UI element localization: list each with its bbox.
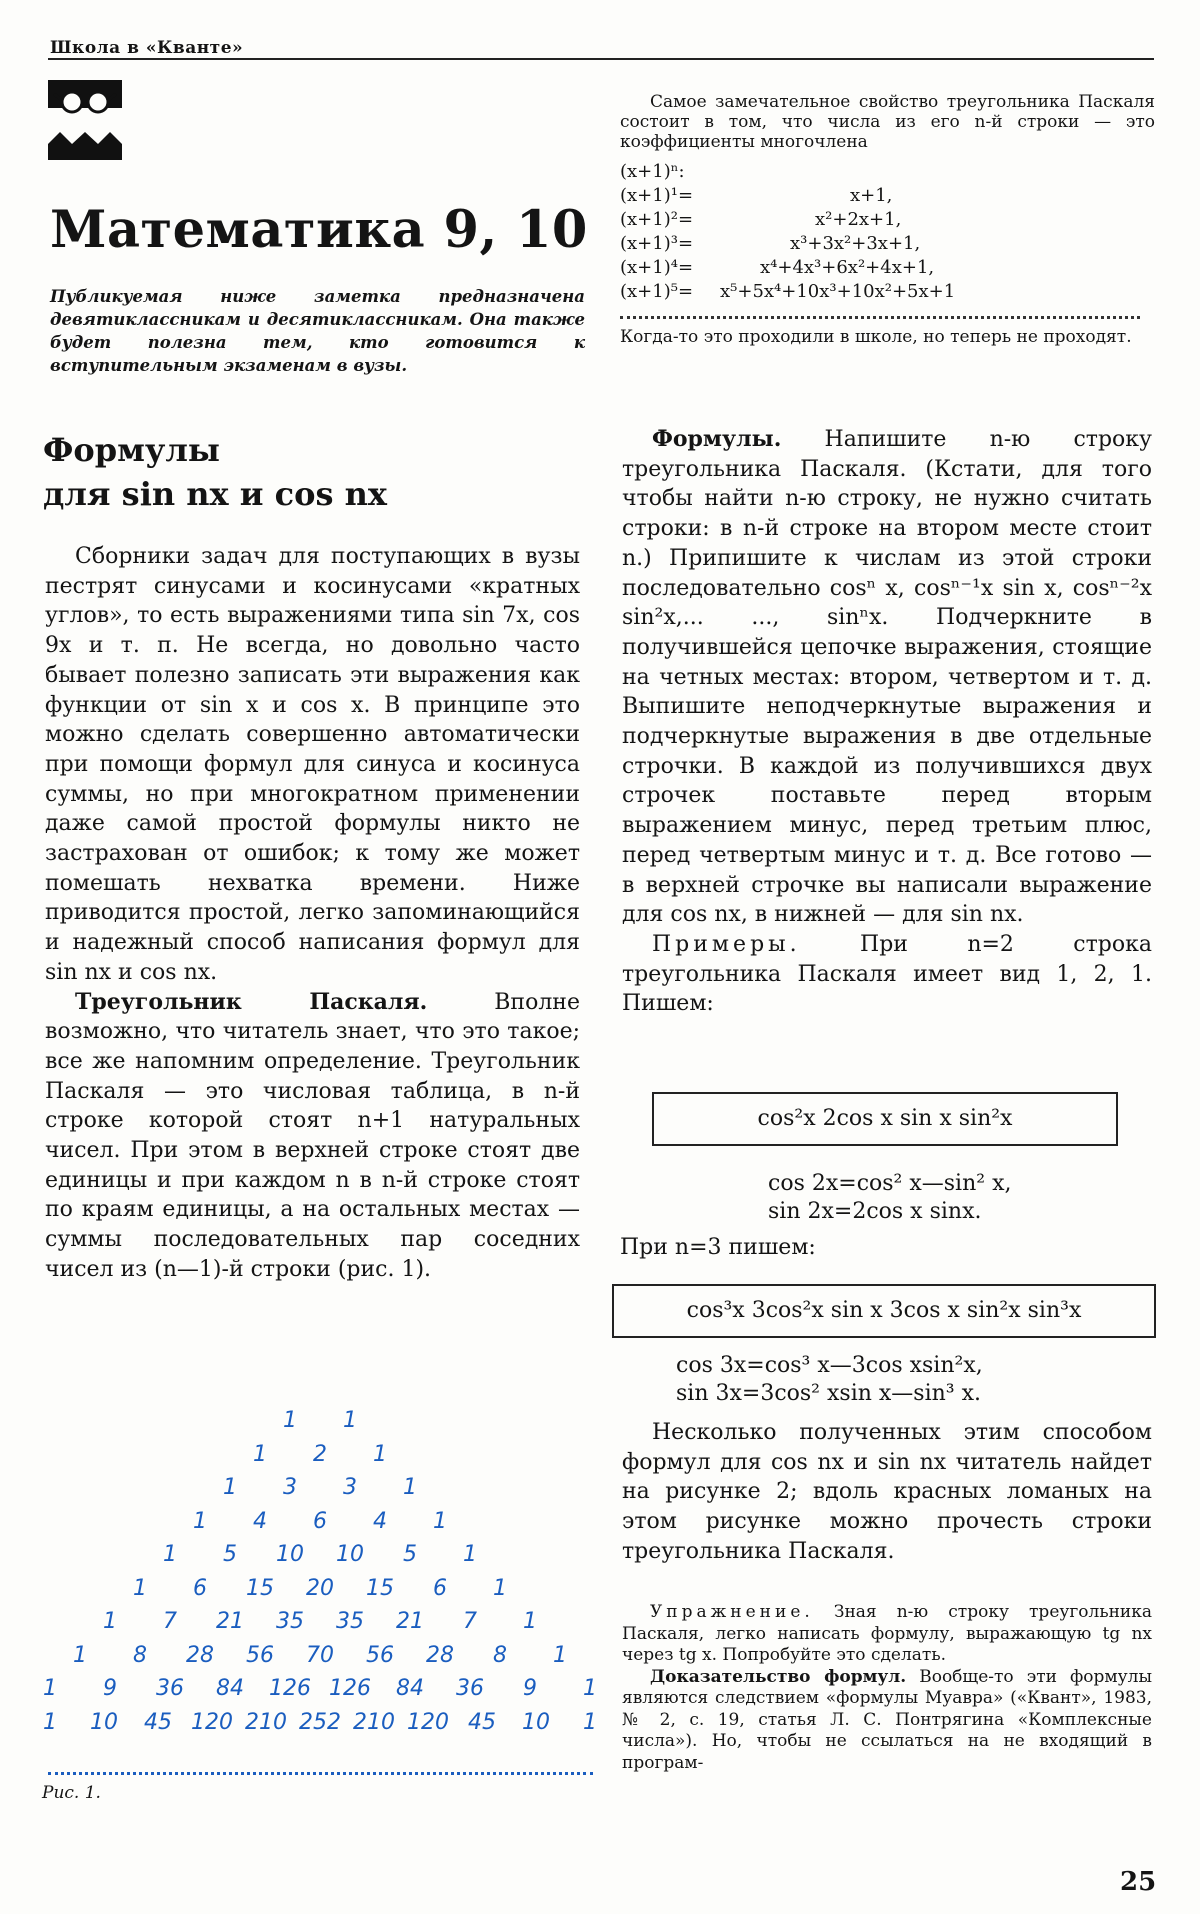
triangle-number: 56 [366,1642,394,1668]
triangle-number: 6 [433,1575,447,1601]
triangle-number: 1 [253,1441,267,1467]
triangle-number: 4 [253,1508,267,1534]
triangle-number: 1 [103,1609,117,1634]
formula-sin2x: sin 2x=2cos x sinx. [768,1199,982,1224]
exercise [622,1602,1152,1667]
triangle-number: 84 [396,1676,424,1701]
triangle-number: 20 [306,1575,334,1601]
triangle-number: 28 [426,1642,454,1668]
binomial-rhs: x⁵+5x⁴+10x³+10x²+5x+1 [720,281,956,302]
binomial-rhs: x+1, [850,185,893,206]
triangle-number: 36 [156,1676,184,1701]
example-box-n2: cos²x 2cos x sin x sin²x [652,1092,1118,1146]
example-box-n3: cos³x 3cos²x sin x 3cos x sin²x sin³x [612,1284,1156,1338]
examples-text: При n=2 строка треугольника Паскаля имеет вид 1, 2, 1. Пишем: [622,931,1152,1017]
triangle-number: 45 [144,1709,172,1735]
triangle-number: 1 [373,1441,387,1467]
pascal-lead: Треугольник Паскаля. [75,988,428,1015]
figure-caption: Рис. 1. [42,1783,101,1803]
triangle-number: 15 [246,1575,274,1601]
article-title-line2: для sin nx и cos nx [43,475,387,513]
formula-cos3x: cos 3x=cos³ x—3cos xsin²x, [676,1353,983,1378]
triangle-number: 210 [245,1709,287,1735]
triangle-number: 1 [583,1709,597,1735]
triangle-number: 10 [336,1542,364,1567]
binomial-row [620,280,1155,304]
triangle-number: 210 [353,1709,395,1735]
triangle-number: 15 [366,1575,394,1601]
paragraph-intro: Сборники задач для поступающих в вузы пестрят синусами и косинусами «кратных углов», то есть выражениями типа sin 7x, cos 9x и т. п. Не всегда, но довольно часто бывает полезно записать эти выражения как функции от sin x и cos x. В принципе это можно сделать совершенно автоматически при помощи формул для синуса и косинуса суммы, но при многократном применении даже самой простой формулы никто не застрахован от ошибок; к тому же может помешать нехватка времени. Ниже приводится простой, легко запоминающийся и надежный способ написания формул для sin nx и cos nx. [45,544,580,985]
triangle-number: 6 [193,1575,207,1601]
triangle-row [48,1475,593,1505]
triangle-number: 4 [373,1508,387,1534]
triangle-number: 9 [103,1676,117,1701]
sidebar-text: Самое замечательное свойство треугольника Паскаля состоит в том, что числа из его n-й строки — это коэффициенты многочлена [620,92,1155,152]
exercise-text: Зная n-ю строку треугольника Паскаля, легко написать формулу, выражающую tg nx через tg x. Попробуйте это сделать. [622,1602,1152,1665]
sidebar-note: Когда-то это проходили в школе, но теперь не проходят. [620,327,1132,347]
binomial-lhs: (x+1)¹= [620,185,694,206]
triangle-number: 1 [133,1575,147,1601]
binomial-rhs: x²+2x+1, [815,209,902,230]
formula-sin3x: sin 3x=3cos² xsin x—sin³ x. [676,1381,982,1406]
formulas-lead: Формулы. [652,426,782,452]
triangle-number: 7 [163,1609,177,1634]
binomial-row [620,256,1155,280]
triangle-number: 35 [336,1609,364,1634]
triangle-number: 120 [407,1709,449,1735]
proof [622,1667,1152,1775]
triangle-number: 1 [43,1676,57,1701]
binomial-powers [620,160,1155,304]
triangle-number: 7 [463,1609,477,1634]
article-title [43,428,387,516]
triangle-number: 10 [522,1709,550,1735]
triangle-number: 1 [493,1575,507,1601]
binomial-rhs: x⁴+4x³+6x²+4x+1, [760,257,935,278]
intro-note: Публикуемая ниже заметка предназначена девятиклассникам и десятиклассникам. Она также будет полезна тем, кто готовится к вступительным экзаменам в вузы. [50,287,585,375]
binomial-lhs: (x+1)³= [620,233,694,254]
glasses-icon [48,80,122,160]
triangle-number: 70 [306,1642,334,1668]
triangle-number: 28 [186,1642,214,1668]
binomial-row [620,208,1155,232]
proof-lead: Доказательство формул. [650,1666,907,1687]
example-n3-label: При n=3 пишем: [620,1235,816,1260]
exercise-lead: Упражнение. [650,1602,814,1622]
triangle-row [48,1509,593,1539]
triangle-number: 10 [276,1542,304,1567]
triangle-number: 126 [269,1676,311,1701]
proof-text: Вообще-то эти формулы являются следствием «формулы Муавра» («Квант», 1983, № 2, с. 19, статья Л. С. Понтрягина «Комплексные числа»). Но, чтобы не ссылаться на не входящий в програм- [622,1666,1152,1773]
formula-cos2x: cos 2x=cos² x—sin² x, [768,1171,1012,1196]
triangle-number: 1 [523,1609,537,1634]
binomial-row [620,232,1155,256]
triangle-number: 8 [133,1642,147,1668]
triangle-number: 2 [313,1441,327,1467]
examples-lead: Примеры. [652,931,801,957]
triangle-number: 1 [403,1475,417,1500]
triangle-number: 5 [403,1542,417,1567]
small-print-block [622,1602,1152,1774]
sidebar-dotted-rule [620,316,1140,319]
triangle-number: 3 [343,1475,357,1500]
triangle-row [48,1643,593,1673]
binomial-lhs: (x+1)⁴= [620,257,694,278]
binomial-header: (x+1)ⁿ: [620,161,685,182]
figure-dotted-rule [48,1772,593,1775]
triangle-number: 1 [283,1408,297,1433]
triangle-number: 1 [163,1542,177,1567]
section-label: Школа в «Кванте» [50,38,244,58]
triangle-number: 36 [456,1676,484,1701]
triangle-number: 1 [463,1542,477,1567]
triangle-row [48,1442,593,1472]
figure2-text: Несколько полученных этим способом формул для cos nx и sin nx читатель найдет на рисунке 2; вдоль красных ломаных на этом рисунке можно прочесть строки треугольника Паскаля. [622,1420,1152,1564]
triangle-number: 9 [523,1676,537,1701]
triangle-number: 1 [223,1475,237,1500]
triangle-number: 5 [223,1542,237,1567]
triangle-number: 10 [90,1709,118,1735]
triangle-number: 3 [283,1475,297,1500]
left-column [45,542,580,1285]
paragraph-examples [622,930,1152,1019]
triangle-row [48,1609,593,1639]
triangle-number: 45 [468,1709,496,1735]
triangle-number: 120 [191,1709,233,1735]
triangle-number: 126 [329,1676,371,1701]
triangle-number: 56 [246,1642,274,1668]
paragraph-pascal [45,988,580,1285]
triangle-row [48,1576,593,1606]
triangle-row [43,1709,597,1740]
sidebar-binomial [620,92,1155,347]
binomial-row [620,184,1155,208]
triangle-number: 1 [343,1408,357,1433]
triangle-number: 252 [299,1709,341,1735]
binomial-lhs: (x+1)²= [620,209,694,230]
paragraph-formulas [622,425,1152,930]
article-title-line1: Формулы [43,431,220,469]
triangle-number: 1 [583,1676,597,1701]
binomial-rhs: x³+3x²+3x+1, [790,233,921,254]
formulas-text: Напишите n-ю строку треугольника Паскаля. (Кстати, для того чтобы найти n-ю строку, не нужно считать строки: в n-й строке на втором месте стоит n.) Припишите к числам из этой строки последовательно cosⁿ x, cosⁿ⁻¹x sin x, cosⁿ⁻²x sin²x,... ..., sinⁿx. Подчеркните в получившейся цепочке выражения, стоящие на четных местах: втором, четвертом и т. д. Выпишите неподчеркнутые выражения и подчеркнутые выражения в две отдельные строчки. В каждой из получившихся двух строчек поставьте перед вторым выражением минус, перед третьим плюс, перед четвертым минус и т. д. Все готово — в верхней строчке вы написали выражение для cos nx, в нижней — для sin nx. [622,427,1152,928]
right-column [622,425,1152,1019]
triangle-row [48,1542,593,1572]
binomial-lhs: (x+1)⁵= [620,281,694,302]
triangle-number: 84 [216,1676,244,1701]
triangle-number: 21 [216,1609,244,1634]
triangle-number: 1 [433,1508,447,1534]
triangle-number: 1 [193,1508,207,1534]
triangle-number: 35 [276,1609,304,1634]
page-number: 25 [1120,1867,1157,1897]
triangle-number: 1 [73,1642,87,1668]
triangle-number: 8 [493,1642,507,1668]
triangle-number: 21 [396,1609,424,1634]
header-rule [48,58,1154,60]
triangle-row [48,1408,593,1438]
triangle-row [43,1676,597,1706]
pascal-text: Вполне возможно, что читатель знает, что это такое; все же напомним определение. Треугольник Паскаля — это числовая таблица, в n-й строке которой стоят n+1 натуральных чисел. При этом в верхней строке стоят две единицы и при каждом n в n-й строке стоят по краям единицы, а на остальных местах — суммы последовательных пар соседних чисел из (n—1)-й строки (рис. 1). [45,989,580,1282]
paragraph-figure2 [622,1418,1152,1567]
triangle-number: 1 [553,1642,567,1668]
page-title: Математика 9, 10 [50,200,588,260]
triangle-number: 1 [43,1709,57,1735]
triangle-number: 6 [313,1508,327,1534]
